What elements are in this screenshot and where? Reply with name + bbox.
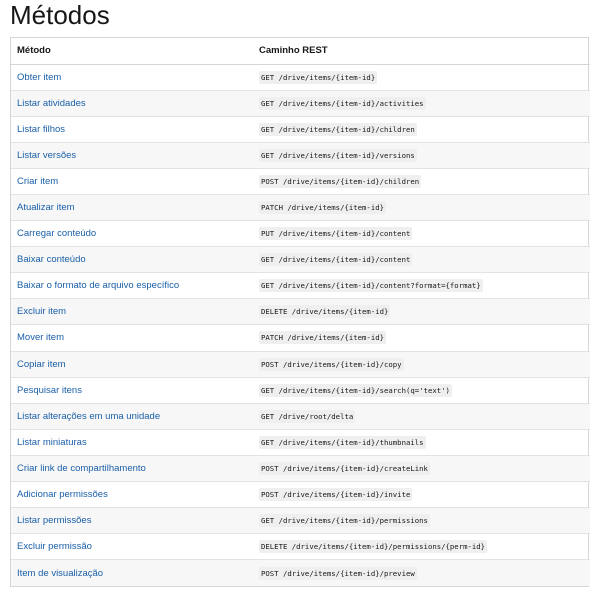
table-header-row [11, 38, 590, 64]
method-cell [11, 482, 253, 508]
path-cell [253, 455, 590, 481]
table-row [11, 455, 590, 481]
rest-path: POST /drive/items/{item-id}/createLink [261, 463, 428, 473]
rest-path: GET /drive/items/{item-id}/search(q='text') [261, 385, 450, 395]
path-cell [253, 168, 590, 194]
method-cell [11, 508, 253, 534]
method-link[interactable]: Listar permissões [17, 515, 92, 527]
method-cell [11, 325, 253, 351]
rest-path: POST /drive/items/{item-id}/invite [261, 490, 411, 500]
method-cell [11, 403, 253, 429]
path-cell [253, 429, 590, 455]
method-cell [11, 429, 253, 455]
method-link[interactable]: Listar atividades [17, 97, 86, 109]
rest-path: GET /drive/items/{item-id}/thumbnails [261, 437, 424, 447]
table-row [11, 116, 590, 142]
method-link[interactable]: Excluir item [17, 306, 67, 318]
rest-path: GET /drive/items/{item-id}/permissions [261, 516, 428, 526]
path-cell [253, 403, 590, 429]
table-row [11, 482, 590, 508]
table-row [11, 273, 590, 299]
table-row [11, 560, 590, 586]
method-cell [11, 90, 253, 116]
method-link[interactable]: Criar item [17, 175, 59, 187]
table-row [11, 64, 590, 90]
method-cell [11, 142, 253, 168]
method-link[interactable]: Obter item [17, 71, 62, 83]
path-cell [253, 351, 590, 377]
rest-path: GET /drive/items/{item-id}/content?format={format} [261, 281, 481, 291]
table-row [11, 403, 590, 429]
table-row [11, 534, 590, 560]
table-row [11, 325, 590, 351]
method-link[interactable]: Carregar conteúdo [17, 228, 97, 240]
method-cell [11, 560, 253, 586]
rest-path: GET /drive/items/{item-id}/children [261, 124, 415, 134]
table-row [11, 429, 590, 455]
method-link[interactable]: Copiar item [17, 358, 66, 370]
method-cell [11, 116, 253, 142]
method-cell [11, 377, 253, 403]
method-link[interactable]: Baixar conteúdo [17, 254, 86, 266]
path-cell [253, 90, 590, 116]
path-cell [253, 482, 590, 508]
methods-table-container [10, 37, 589, 587]
table-row [11, 299, 590, 325]
rest-path: GET /drive/root/delta [261, 411, 354, 421]
table-row [11, 142, 590, 168]
path-cell [253, 64, 590, 90]
method-link[interactable]: Excluir permissão [17, 541, 92, 553]
methods-table [11, 38, 590, 586]
header-rest-path: Caminho REST [253, 38, 590, 64]
rest-path: GET /drive/items/{item-id}/versions [261, 150, 415, 160]
method-link[interactable]: Mover item [17, 332, 64, 344]
table-row [11, 377, 590, 403]
path-cell [253, 194, 590, 220]
method-link[interactable]: Baixar o formato de arquivo específico [17, 280, 180, 292]
table-row [11, 90, 590, 116]
rest-path: POST /drive/items/{item-id}/children [261, 176, 420, 186]
method-cell [11, 351, 253, 377]
rest-path: PUT /drive/items/{item-id}/content [261, 229, 411, 239]
rest-path: GET /drive/items/{item-id}/activities [261, 98, 424, 108]
method-link[interactable]: Listar miniaturas [17, 436, 87, 448]
method-cell [11, 299, 253, 325]
rest-path: POST /drive/items/{item-id}/preview [261, 568, 415, 578]
method-cell [11, 273, 253, 299]
path-cell [253, 299, 590, 325]
path-cell [253, 560, 590, 586]
method-cell [11, 247, 253, 273]
path-cell [253, 534, 590, 560]
table-row [11, 351, 590, 377]
method-link[interactable]: Atualizar item [17, 202, 75, 214]
table-row [11, 168, 590, 194]
method-link[interactable]: Listar filhos [17, 123, 66, 135]
method-link[interactable]: Adicionar permissões [17, 489, 108, 501]
method-link[interactable]: Item de visualização [17, 567, 104, 579]
method-link[interactable]: Listar alterações em uma unidade [17, 410, 161, 422]
path-cell [253, 325, 590, 351]
method-cell [11, 168, 253, 194]
method-cell [11, 455, 253, 481]
rest-path: GET /drive/items/{item-id} [261, 72, 376, 82]
rest-path: PATCH /drive/items/{item-id} [261, 203, 385, 213]
table-row [11, 508, 590, 534]
rest-path: GET /drive/items/{item-id}/content [261, 255, 411, 265]
path-cell [253, 247, 590, 273]
rest-path: DELETE /drive/items/{item-id} [261, 307, 389, 317]
path-cell [253, 377, 590, 403]
method-link[interactable]: Pesquisar itens [17, 384, 82, 396]
path-cell [253, 508, 590, 534]
method-cell [11, 221, 253, 247]
method-cell [11, 194, 253, 220]
path-cell [253, 221, 590, 247]
path-cell [253, 142, 590, 168]
rest-path: POST /drive/items/{item-id}/copy [261, 359, 402, 369]
method-cell [11, 534, 253, 560]
method-cell [11, 64, 253, 90]
rest-path: PATCH /drive/items/{item-id} [261, 333, 385, 343]
method-link[interactable]: Listar versões [17, 149, 77, 161]
method-link[interactable]: Criar link de compartilhamento [17, 462, 146, 474]
path-cell [253, 116, 590, 142]
table-row [11, 221, 590, 247]
rest-path: DELETE /drive/items/{item-id}/permissions/{perm-id} [261, 542, 486, 552]
table-row [11, 247, 590, 273]
table-row [11, 194, 590, 220]
header-method: Método [11, 38, 253, 64]
path-cell [253, 273, 590, 299]
page-title: Métodos [10, 0, 110, 30]
